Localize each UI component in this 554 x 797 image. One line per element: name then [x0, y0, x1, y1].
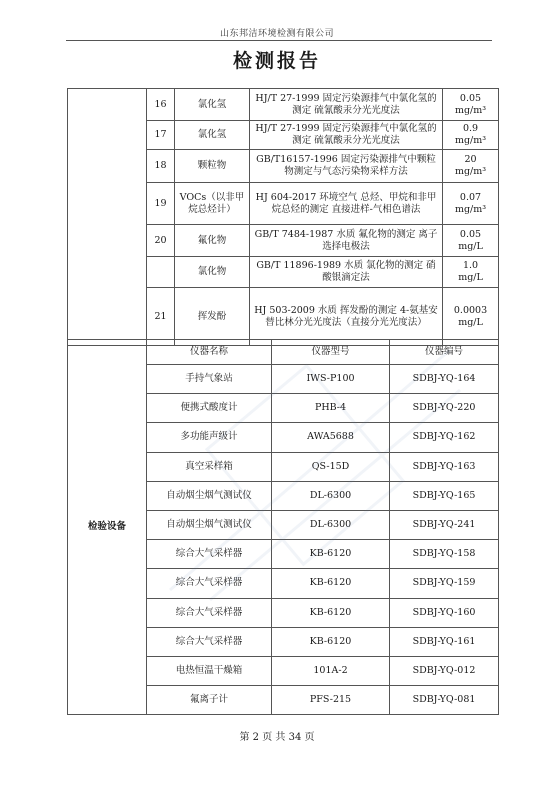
- equipment-model: PFS-215: [272, 686, 390, 715]
- limit-value: 20: [464, 154, 477, 165]
- equipment-header-row: [68, 340, 499, 365]
- method-item: VOCs（以非甲烷总烃计）: [175, 183, 250, 225]
- equipment-table: [67, 339, 499, 715]
- method-limit: [443, 121, 499, 150]
- method-item: 氯化物: [175, 257, 250, 288]
- method-item: 氯化氢: [175, 121, 250, 150]
- method-limit: [443, 257, 499, 288]
- limit-unit: mg/m³: [454, 104, 487, 116]
- equipment-model: PHB-4: [272, 394, 390, 423]
- method-number: 20: [147, 225, 175, 257]
- methods-section-label: [68, 89, 147, 346]
- equipment-name: 综合大气采样器: [147, 627, 272, 656]
- header-rule: [66, 40, 492, 41]
- column-header-code: 仪器编号: [390, 340, 499, 365]
- equipment-name: 自动烟尘烟气测试仪: [147, 510, 272, 539]
- method-standard: HJ/T 27-1999 固定污染源排气中氯化氢的测定 硫氰酸汞分光光度法: [250, 89, 443, 121]
- method-row: [68, 89, 499, 121]
- equipment-code: SDBJ-YQ-162: [390, 423, 499, 452]
- method-limit: [443, 89, 499, 121]
- method-number: 16: [147, 89, 175, 121]
- limit-unit: mg/m³: [454, 135, 487, 146]
- method-item: 颗粒物: [175, 150, 250, 183]
- limit-value: 1.0: [462, 260, 479, 271]
- method-item: 氯化氢: [175, 89, 250, 121]
- limit-unit: mg/L: [458, 240, 483, 252]
- limit-unit: mg/L: [458, 316, 483, 328]
- equipment-code: SDBJ-YQ-161: [390, 627, 499, 656]
- limit-value: 0.05: [459, 92, 482, 104]
- method-item: 氟化物: [175, 225, 250, 257]
- method-number: 21: [147, 288, 175, 346]
- methods-table: [67, 88, 499, 346]
- limit-value: 0.9: [462, 123, 479, 134]
- equipment-model: KB-6120: [272, 627, 390, 656]
- equipment-code: SDBJ-YQ-241: [390, 510, 499, 539]
- limit-value: 0.05: [459, 228, 482, 240]
- method-number: 18: [147, 150, 175, 183]
- equipment-name: 综合大气采样器: [147, 540, 272, 569]
- method-standard: GB/T 7484-1987 水质 氟化物的测定 离子选择电极法: [250, 225, 443, 257]
- page-number: 第 2 页 共 34 页: [239, 732, 315, 743]
- equipment-code: SDBJ-YQ-163: [390, 452, 499, 481]
- report-title: 检测报告: [232, 50, 321, 72]
- organization-name: 山东邦洁环境检测有限公司: [219, 29, 334, 39]
- equipment-code: SDBJ-YQ-164: [390, 365, 499, 394]
- limit-unit: mg/m³: [454, 166, 487, 177]
- equipment-model: QS-15D: [272, 452, 390, 481]
- equipment-name: 综合大气采样器: [147, 569, 272, 598]
- method-standard: GB/T 11896-1989 水质 氯化物的测定 硝酸银滴定法: [250, 257, 443, 288]
- method-standard: HJ/T 27-1999 固定污染源排气中氯化氢的测定 硫氰酸汞分光光度法: [250, 121, 443, 150]
- method-limit: [443, 150, 499, 183]
- equipment-name: 电热恒温干燥箱: [147, 656, 272, 685]
- limit-value: 0.07: [459, 191, 482, 203]
- equipment-code: SDBJ-YQ-159: [390, 569, 499, 598]
- equipment-model: KB-6120: [272, 569, 390, 598]
- equipment-model: AWA5688: [272, 423, 390, 452]
- limit-unit: mg/m³: [454, 203, 487, 215]
- equipment-model: DL-6300: [272, 510, 390, 539]
- equipment-name: 多功能声级计: [147, 423, 272, 452]
- limit-unit: mg/L: [458, 272, 483, 283]
- equipment-code: SDBJ-YQ-081: [390, 686, 499, 715]
- equipment-name: 自动烟尘烟气测试仪: [147, 481, 272, 510]
- method-standard: GB/T16157-1996 固定污染源排气中颗粒物测定与气态污染物采样方法: [250, 150, 443, 183]
- method-number: [147, 257, 175, 288]
- method-standard: HJ 503-2009 水质 挥发酚的测定 4-氨基安替比林分光光度法（直接分光光度法）: [250, 288, 443, 346]
- method-limit: [443, 225, 499, 257]
- equipment-section-label: 检验设备: [68, 340, 147, 715]
- equipment-code: SDBJ-YQ-220: [390, 394, 499, 423]
- equipment-name: 手持气象站: [147, 365, 272, 394]
- method-limit: [443, 183, 499, 225]
- equipment-code: SDBJ-YQ-160: [390, 598, 499, 627]
- equipment-name: 真空采样箱: [147, 452, 272, 481]
- method-number: 19: [147, 183, 175, 225]
- equipment-name: 综合大气采样器: [147, 598, 272, 627]
- method-number: 17: [147, 121, 175, 150]
- equipment-model: DL-6300: [272, 481, 390, 510]
- equipment-name: 便携式酸度计: [147, 394, 272, 423]
- equipment-model: KB-6120: [272, 540, 390, 569]
- equipment-name: 氟离子计: [147, 686, 272, 715]
- equipment-code: SDBJ-YQ-012: [390, 656, 499, 685]
- equipment-model: 101A-2: [272, 656, 390, 685]
- equipment-code: SDBJ-YQ-165: [390, 481, 499, 510]
- column-header-name: 仪器名称: [147, 340, 272, 365]
- equipment-model: IWS-P100: [272, 365, 390, 394]
- limit-value: 0.0003: [453, 304, 488, 316]
- method-limit: [443, 288, 499, 346]
- method-standard: HJ 604-2017 环境空气 总烃、甲烷和非甲烷总烃的测定 直接进样-气相色谱法: [250, 183, 443, 225]
- equipment-model: KB-6120: [272, 598, 390, 627]
- method-item: 挥发酚: [175, 288, 250, 346]
- equipment-code: SDBJ-YQ-158: [390, 540, 499, 569]
- column-header-model: 仪器型号: [272, 340, 390, 365]
